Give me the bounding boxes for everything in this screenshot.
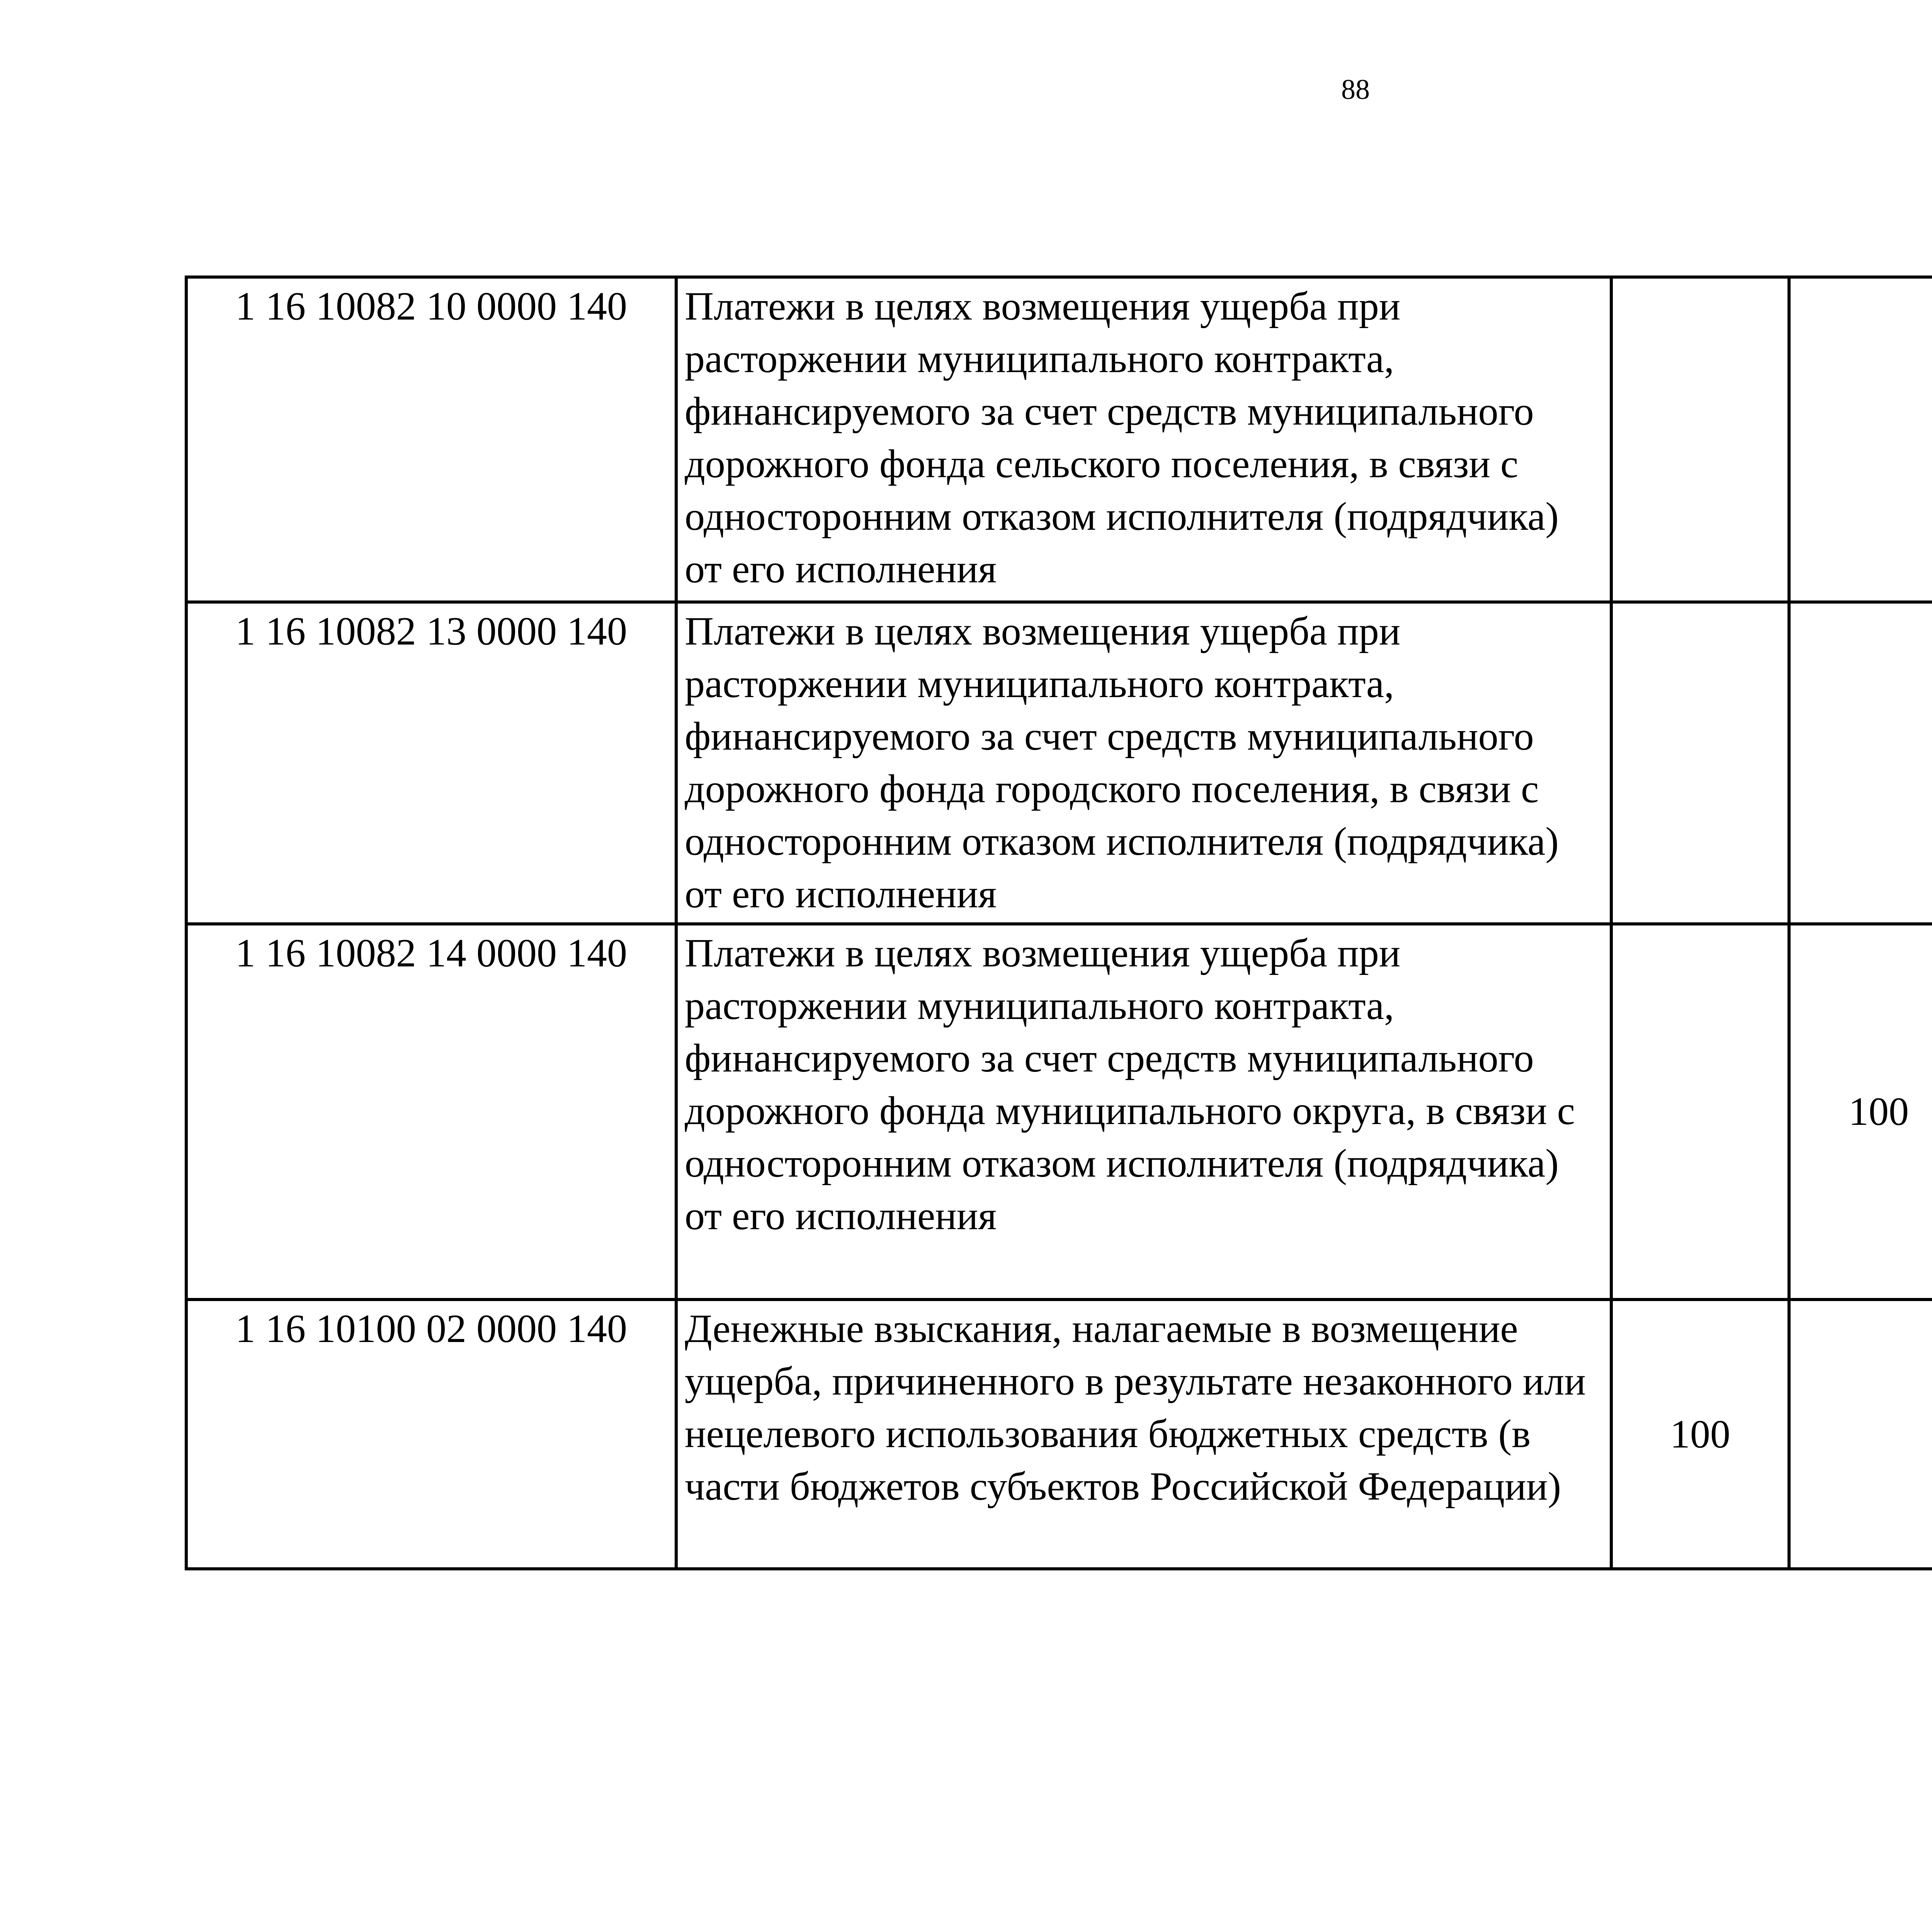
value-cell-1: [1611, 602, 1789, 924]
value-cell-2: [1789, 277, 1932, 602]
value-cell-1: [1611, 277, 1789, 602]
page-number: 88: [1341, 74, 1370, 105]
value-cell-2: [1789, 602, 1932, 924]
description-cell: Платежи в целях возмещения ущерба при расторжении муниципального контракта, финансируемого за счет средств муниципального дорожного фонда городского поселения, в связи с односторонним отказом исполнителя (подрядчика) от его исполнения: [676, 602, 1611, 924]
table-row: [186, 602, 1932, 924]
value-cell-2: [1789, 1300, 1932, 1569]
value-cell-1: [1611, 924, 1789, 1300]
budget-code-cell: 1 16 10082 14 0000 140: [186, 924, 676, 1300]
description-cell: Платежи в целях возмещения ущерба при расторжении муниципального контракта, финансируемого за счет средств муниципального дорожного фонда сельского поселения, в связи с односторонним отказом исполнителя (подрядчика) от его исполнения: [676, 277, 1611, 602]
budget-code-cell: 1 16 10100 02 0000 140: [186, 1300, 676, 1569]
budget-revenue-table: [185, 276, 1932, 1570]
budget-code-cell: 1 16 10082 10 0000 140: [186, 277, 676, 602]
value-cell-1: 100: [1611, 1300, 1789, 1569]
table-row: [186, 924, 1932, 1300]
budget-code-cell: 1 16 10082 13 0000 140: [186, 602, 676, 924]
table-row: [186, 277, 1932, 602]
value-cell-2: 100: [1789, 924, 1932, 1300]
description-cell: Платежи в целях возмещения ущерба при расторжении муниципального контракта, финансируемого за счет средств муниципального дорожного фонда муниципального округа, в связи с односторонним отказом исполнителя (подрядчика) от его исполнения: [676, 924, 1611, 1300]
description-cell: Денежные взыскания, налагаемые в возмещение ущерба, причиненного в результате незаконного или нецелевого использования бюджетных средств (в части бюджетов субъектов Российской Федерации): [676, 1300, 1611, 1569]
table-row: [186, 1300, 1932, 1569]
